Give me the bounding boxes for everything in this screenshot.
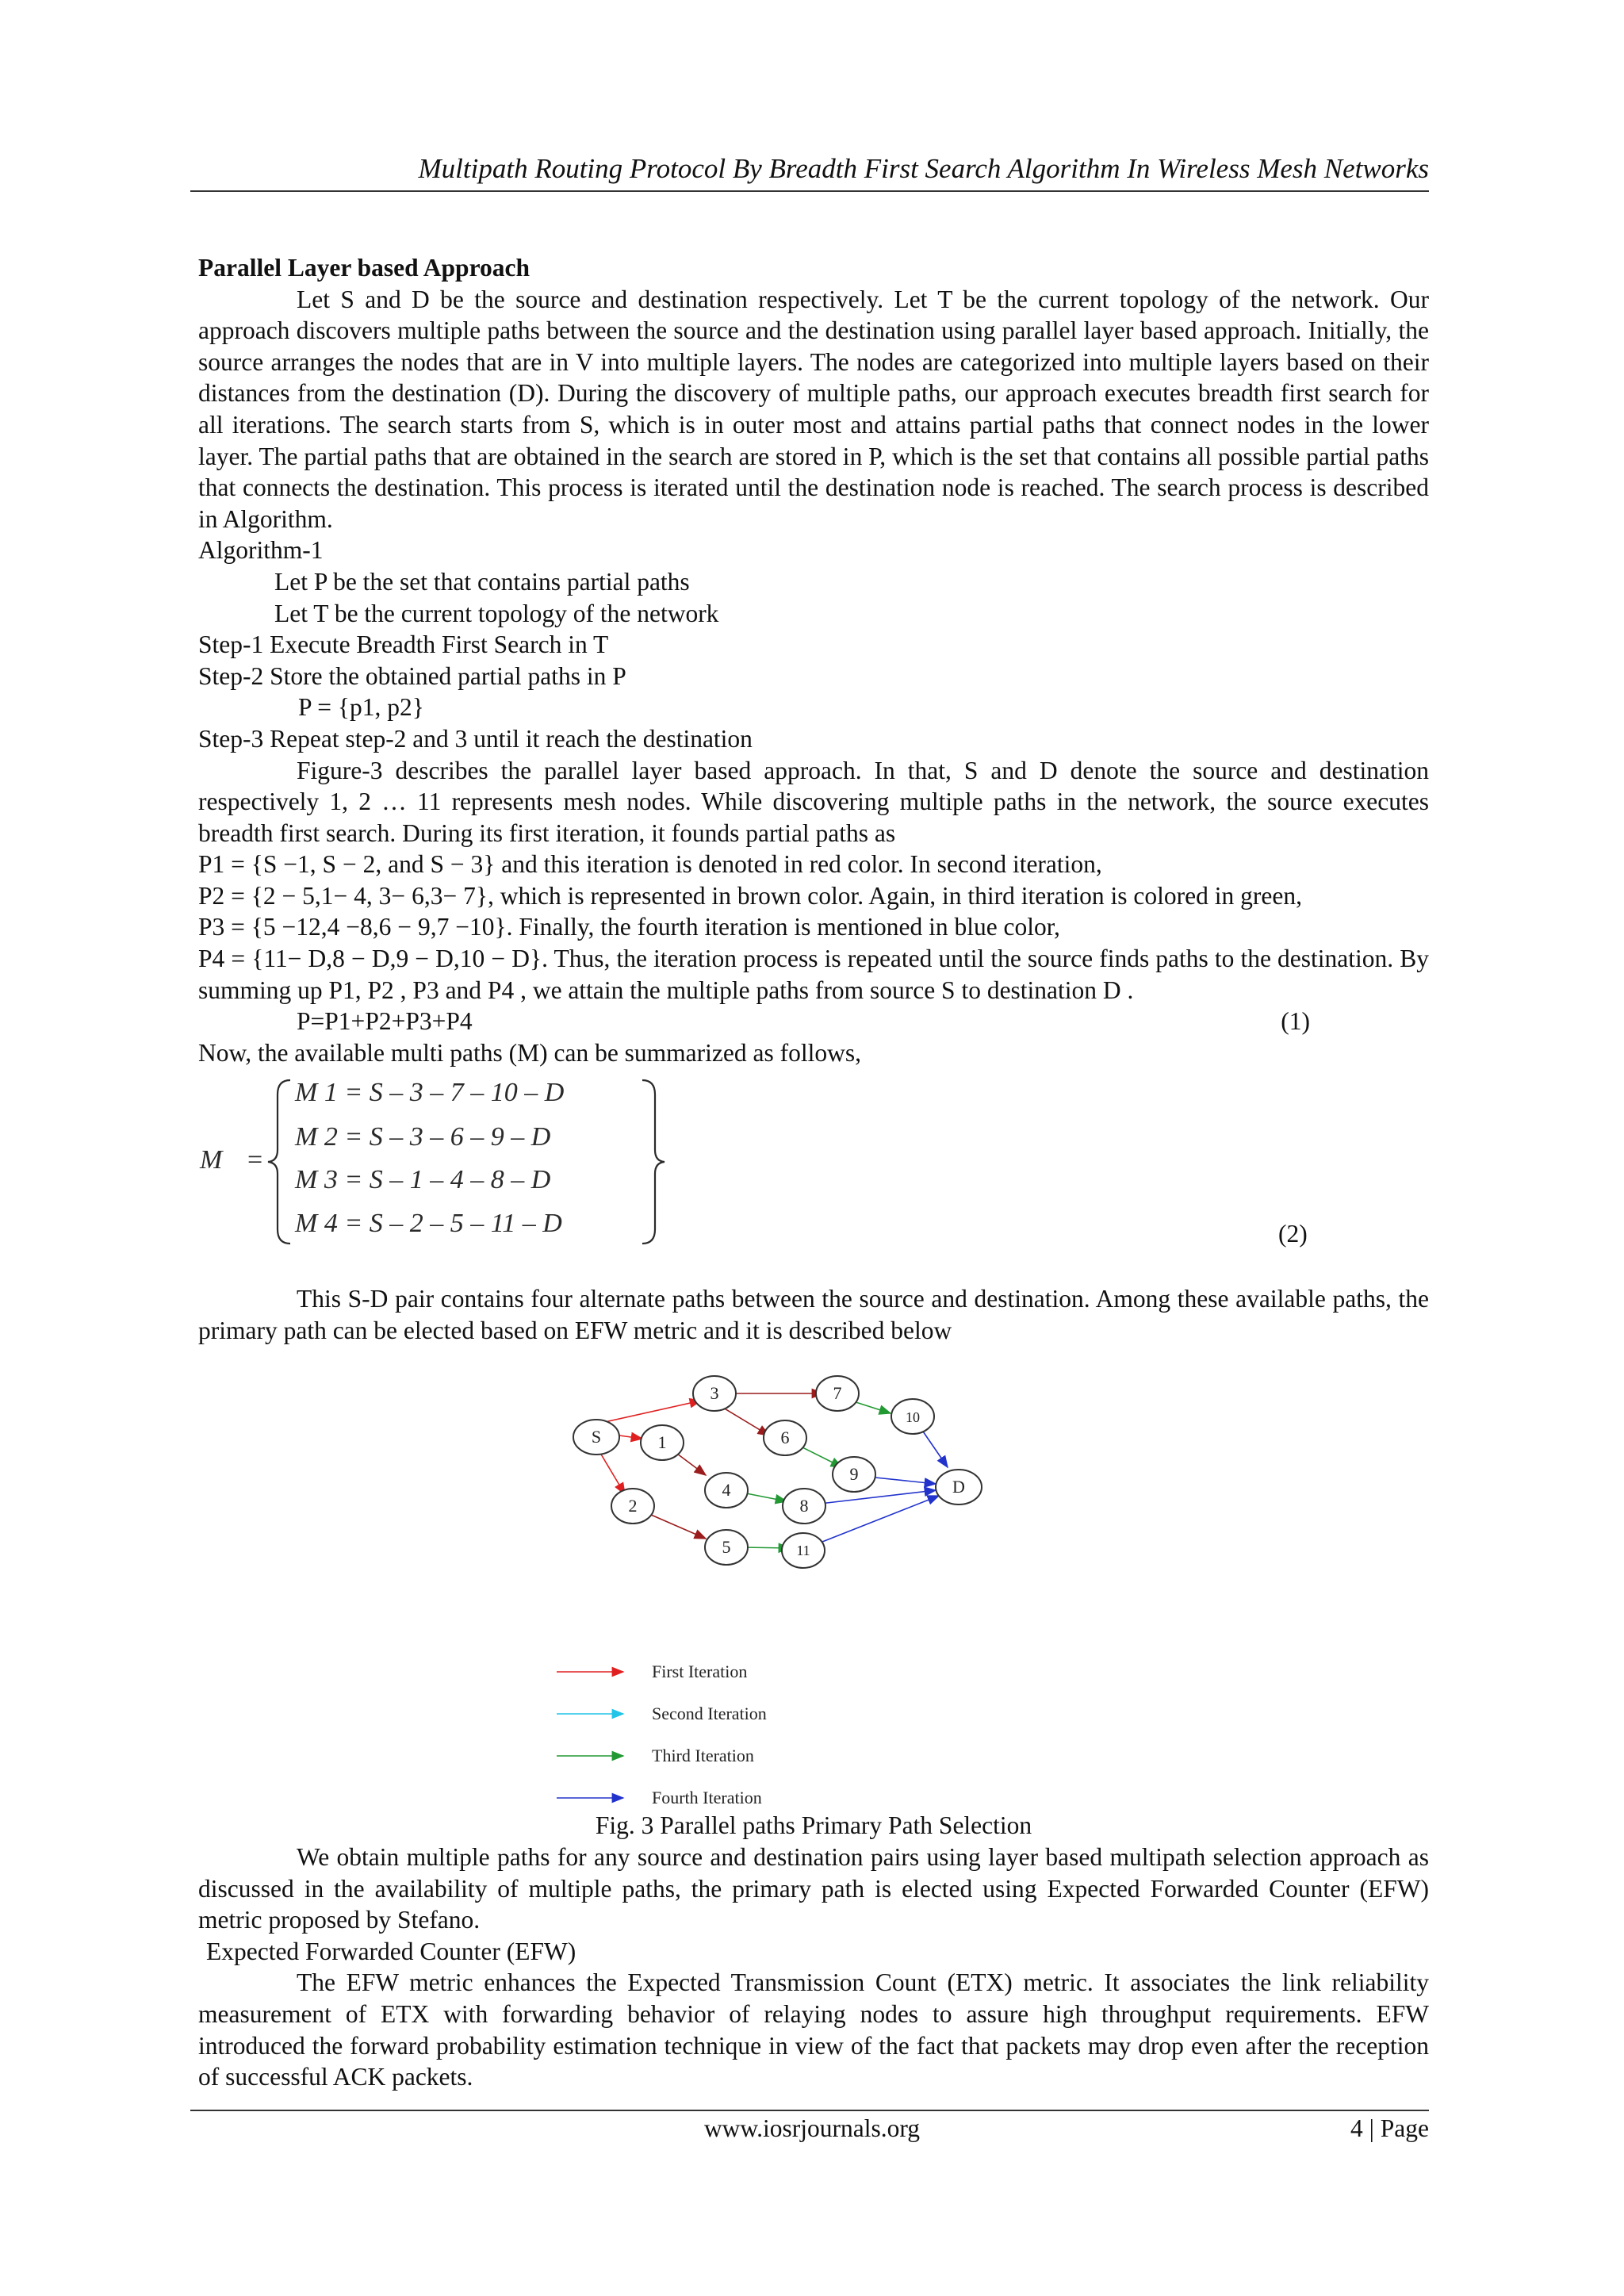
node-7 <box>816 1376 859 1411</box>
paragraph-p3: P3 = {5 −12,4 −8,6 − 9,7 −10}. Finally, the fourth iteration is mentioned in blue color, <box>198 913 1060 941</box>
node-label: 3 <box>710 1383 719 1403</box>
node-4 <box>705 1473 748 1508</box>
node-label: 4 <box>722 1480 731 1500</box>
header-rule <box>190 190 1429 192</box>
node-5 <box>705 1530 748 1565</box>
node-1 <box>641 1425 684 1460</box>
legend-second-iteration: Second Iteration <box>652 1704 767 1723</box>
matrix-row: M 2 = S – 3 – 6 – 9 – D <box>295 1122 551 1152</box>
section-heading: Parallel Layer based Approach <box>198 254 530 282</box>
paragraph-summary-intro: Now, the available multi paths (M) can be summarized as follows, <box>198 1038 861 1067</box>
matrix-row: M 3 = S – 1 – 4 – 8 – D <box>295 1165 551 1194</box>
figure-legend <box>557 1662 767 1807</box>
node-label: S <box>591 1427 602 1447</box>
paragraph-figure-description: Figure-3 describes the parallel layer based approach. In that, S and D denote the source and destination respectively 1, 2 … 11 represents mesh nodes. While discovering multiple paths in the network, the source executes breadth first search. During its first iteration, it founds partial paths as <box>198 756 1429 847</box>
equation-2-matrix <box>198 1071 690 1253</box>
node-10 <box>891 1399 934 1434</box>
node-2 <box>611 1489 654 1524</box>
node-11 <box>782 1533 825 1568</box>
node-d <box>936 1470 982 1504</box>
algorithm-set: P = {p1, p2} <box>298 693 424 722</box>
page-number: 4 | Page <box>1350 2114 1429 2142</box>
edge-8-d <box>820 1490 936 1504</box>
node-label: 2 <box>628 1496 638 1516</box>
paragraph-efw: The EFW metric enhances the Expected Transmission Count (ETX) metric. It associates the link reliability measurement of ETX with forwarding behavior of relaying nodes to assure high throughput requirements. EFW introduced the forward probability estimation technique in view of the fact that packets may drop even after the reception of successful ACK packets. <box>198 1968 1429 2091</box>
node-label: D <box>952 1477 965 1497</box>
figure-3-diagram <box>547 1372 1102 1816</box>
legend-third-iteration: Third Iteration <box>652 1746 754 1765</box>
algorithm-step: Step-1 Execute Breadth First Search in T <box>198 631 609 659</box>
node-label: 6 <box>780 1428 790 1447</box>
matrix-row: M 1 = S – 3 – 7 – 10 – D <box>295 1078 565 1107</box>
edge-1-4 <box>677 1454 706 1475</box>
running-title: Multipath Routing Protocol By Breadth First Search Algorithm In Wireless Mesh Networks <box>418 153 1429 184</box>
equation-1 <box>198 1006 1429 1037</box>
edge-s-3 <box>598 1401 701 1424</box>
algorithm-title: Algorithm-1 <box>198 536 324 565</box>
left-brace <box>268 1080 290 1244</box>
node-label: 1 <box>657 1432 667 1452</box>
algorithm-line: Let P be the set that contains partial paths <box>274 567 690 596</box>
equation-1-number: (1) <box>1281 1007 1310 1036</box>
paragraph-alternate-paths: This S-D pair contains four alternate paths between the source and destination. Among these available paths, the primary path can be elected based on EFW metric and it is described below <box>198 1285 1429 1344</box>
matrix-equals: = <box>247 1145 263 1175</box>
algorithm-step: Step-3 Repeat step-2 and 3 until it reach the destination <box>198 724 753 753</box>
matrix-lhs: M <box>200 1145 223 1175</box>
subheading-efw: Expected Forwarded Counter (EFW) <box>206 1937 576 1965</box>
main-body <box>198 252 1429 1068</box>
edge-7-10 <box>851 1401 891 1413</box>
paragraph-p4: P4 = {11− D,8 − D,9 − D,10 − D}. Thus, the iteration process is repeated until the source finds paths to the destination. By summing up P1, P2 , P3 and P4 , we attain the multiple paths from source S to destination D . <box>198 945 1429 1004</box>
edge-11-d <box>818 1496 939 1543</box>
node-label: 11 <box>796 1543 810 1558</box>
node-label: 8 <box>799 1496 809 1516</box>
paragraph-p1: P1 = {S −1, S − 2, and S − 3} and this iteration is denoted in red color. In second iteration, <box>198 850 1102 879</box>
right-brace <box>642 1080 665 1244</box>
equation-1-body: P=P1+P2+P3+P4 <box>297 1007 473 1036</box>
footer-url[interactable]: www.iosrjournals.org <box>703 2114 921 2142</box>
edge-3-6 <box>723 1408 769 1435</box>
matrix-row: M 4 = S – 2 – 5 – 11 – D <box>295 1209 562 1238</box>
paragraph-p2: P2 = {2 − 5,1− 4, 3− 6,3− 7}, which is represented in brown color. Again, in third iteration is colored in green, <box>198 881 1302 910</box>
algorithm-line: Let T be the current topology of the network <box>274 599 719 627</box>
equation-2-number: (2) <box>1278 1220 1308 1248</box>
algorithm-step: Step-2 Store the obtained partial paths in P <box>198 661 626 690</box>
tail-body <box>198 1842 1429 2093</box>
node-label: 5 <box>722 1537 731 1557</box>
legend-first-iteration: First Iteration <box>652 1662 748 1681</box>
edge-2-5 <box>651 1515 706 1539</box>
edge-10-d <box>921 1429 948 1467</box>
node-6 <box>764 1420 806 1455</box>
node-s <box>573 1420 619 1455</box>
legend-fourth-iteration: Fourth Iteration <box>652 1788 762 1807</box>
figure-caption: Fig. 3 Parallel paths Primary Path Selection <box>595 1811 1032 1839</box>
node-label: 10 <box>906 1409 920 1425</box>
footer-rule <box>190 2110 1429 2111</box>
edge-9-d <box>868 1477 936 1484</box>
paragraph-primary-path: We obtain multiple paths for any source and destination pairs using layer based multipath selection approach as discussed in the availability of multiple paths, the primary path is elected using Expected Forwarded Counter (EFW) metric proposed by Stefano. <box>198 1843 1429 1934</box>
node-label: 9 <box>849 1464 859 1484</box>
node-9 <box>833 1457 875 1492</box>
edge-s-2 <box>600 1453 625 1494</box>
node-3 <box>693 1376 736 1411</box>
edge-4-8 <box>742 1493 787 1501</box>
paragraph-intro: Let S and D be the source and destination respectively. Let T be the current topology of the network. Our approach discovers multiple paths between the source and the destination using parallel layer based approach. Initially, the source arranges the nodes that are in V into multiple layers. The nodes are categorized into multiple layers based on their distances from the destination (D). During the discovery of multiple paths, our approach executes breadth first search for all iterations. The search starts from S, which is in outer most and attains partial paths that connect nodes in the lower layer. The partial paths that are obtained in the search are stored in P, which is the set that contains all possible partial paths that connects the destination. This process is iterated until the destination node is reached. The search process is described in Algorithm. <box>198 285 1429 533</box>
paragraph-alternate-paths-block <box>198 1283 1429 1346</box>
node-8 <box>783 1489 825 1524</box>
node-label: 7 <box>833 1383 842 1403</box>
